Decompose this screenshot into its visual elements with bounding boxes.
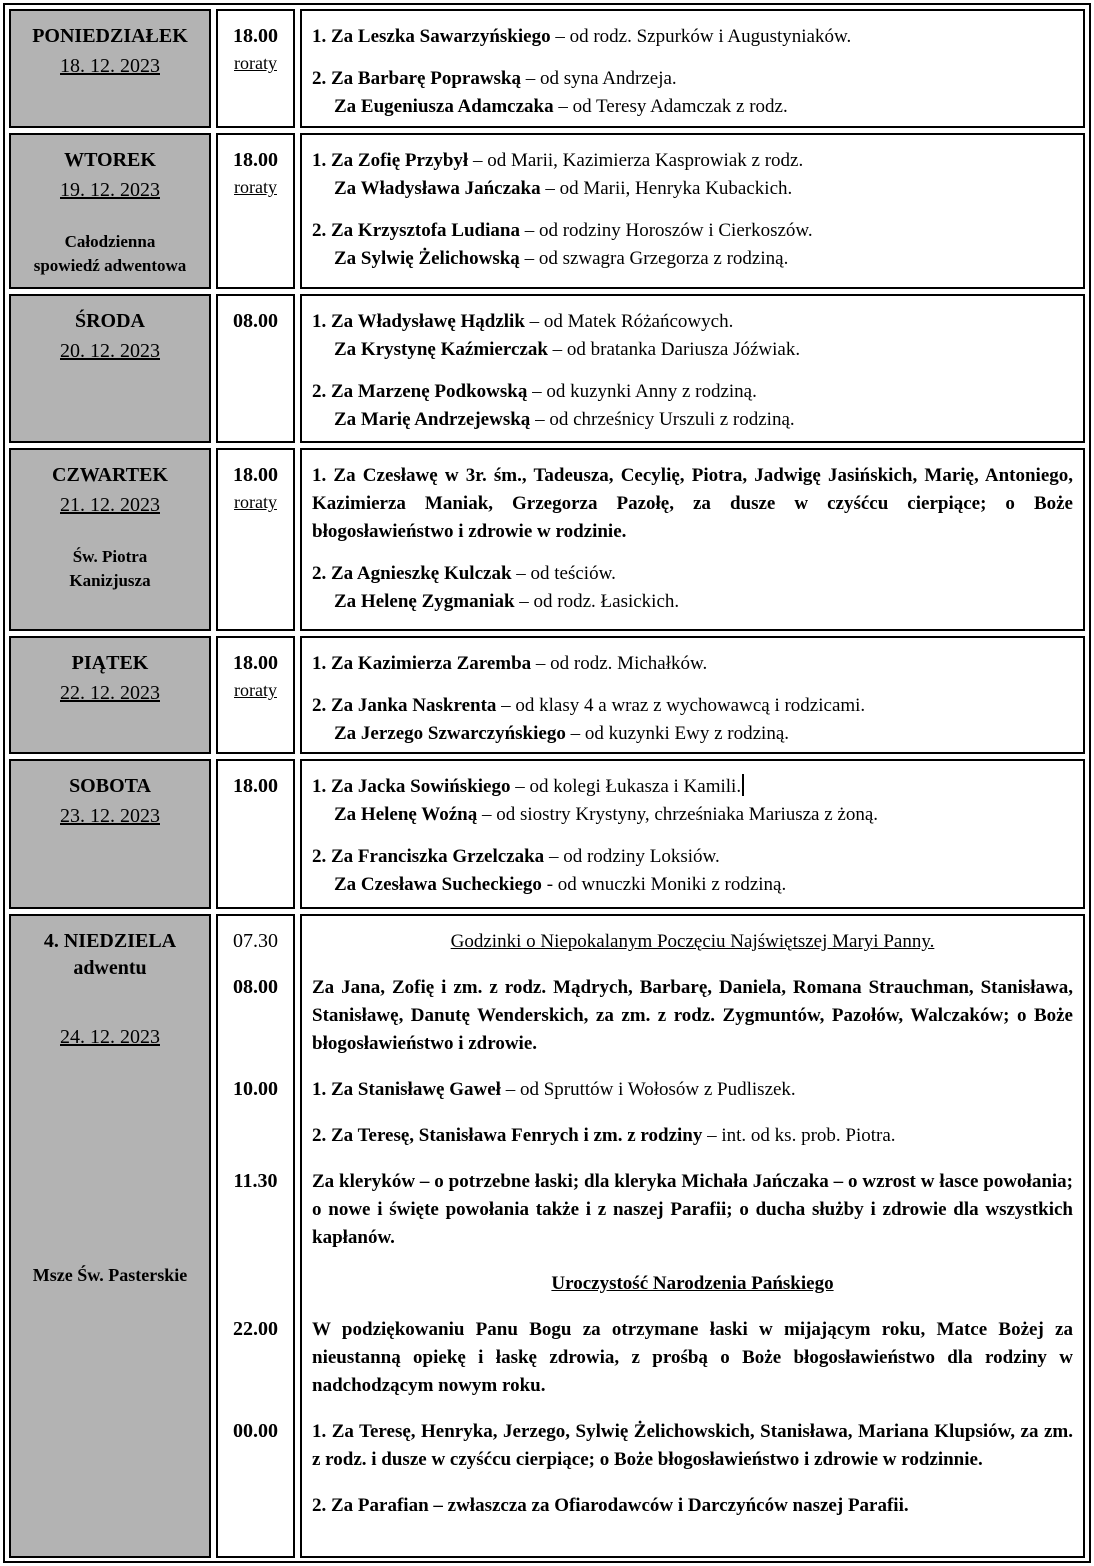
schedule-row (9, 294, 1085, 443)
intention-line (312, 336, 1073, 364)
intention-paragraph (312, 1076, 1073, 1104)
intention-person: Za Czesława Sucheckiego (334, 874, 542, 895)
time-value: 08.00 (216, 974, 295, 1076)
time-value: 07.30 (216, 914, 295, 974)
intention-person: Za Marię Andrzejewską (334, 409, 531, 430)
intention-person: Za Krystynę Kaźmierczak (334, 339, 548, 360)
intention-person: 2. Za Krzysztofa Ludiana (312, 220, 520, 241)
intention-line (312, 1122, 1073, 1150)
intention-donor: – od kuzynki Ewy z rodziną. (565, 723, 790, 744)
intention-donor: – od Marii, Kazimierza Kasprowiak z rodz. (468, 150, 804, 171)
intention-line (312, 147, 1073, 175)
intention-person: 2. Za Franciszka Grzelczaka (312, 846, 545, 867)
day-date (15, 492, 205, 519)
intention-person: Za Jerzego Szwarczyńskiego (334, 723, 566, 744)
intentions-cell (300, 636, 1085, 754)
roraty-label-text: roraty (234, 680, 277, 700)
intention-line (312, 773, 1073, 801)
time-value: 10.00 (216, 1076, 295, 1122)
intention-donor: – od kolegi Łukasza i Kamili. (510, 776, 742, 797)
intentions-entry (300, 1168, 1085, 1270)
time-value: 22.00 (216, 1316, 295, 1418)
intention-paragraph (312, 692, 1073, 748)
intention-line (312, 560, 1073, 588)
day-date (15, 1024, 205, 1051)
uroczystosc-heading (312, 1270, 1073, 1298)
intention-person: 1. Za Stanisławę Gaweł (312, 1079, 501, 1100)
intention-person: 1. Za Leszka Sawarzyńskiego (312, 26, 551, 47)
intention-line (312, 93, 1073, 121)
time-value: 18.00 (233, 25, 278, 47)
intention-donor: - od wnuczki Moniki z rodziną. (541, 874, 787, 895)
day-cell (9, 759, 211, 909)
intention-donor: – od Marii, Henryka Kubackich. (540, 178, 793, 199)
uroczystosc-heading: Uroczystość Narodzenia Pańskiego (551, 1273, 834, 1294)
intention-paragraph (312, 1122, 1073, 1150)
intention-paragraph (312, 650, 1073, 678)
roraty-label-text: roraty (234, 53, 277, 73)
intention-person: 1. Za Kazimierza Zaremba (312, 653, 532, 674)
intention-donor: – od chrześnicy Urszuli z rodziną. (530, 409, 795, 430)
intentions-entry (300, 1316, 1085, 1418)
day-title: PIĄTEK (71, 652, 149, 674)
intention-paragraph (312, 560, 1073, 616)
time-cell (216, 448, 295, 631)
intention-person: 2. Za Agnieszkę Kulczak (312, 563, 512, 584)
day-date (15, 177, 205, 204)
schedule-row (9, 133, 1085, 289)
time-cell (216, 133, 295, 289)
schedule-row (9, 448, 1085, 631)
day-note: Msze Św. Pasterskie (32, 1265, 188, 1285)
time-cell (216, 9, 295, 128)
day-cell (9, 448, 211, 631)
intention-donor: – od rodz. Łasickich. (514, 591, 680, 612)
intention-person: 1. Za Władysławę Hądzlik (312, 311, 525, 332)
time-cell-filler (216, 1538, 295, 1558)
intention-paragraph: 1. Za Czesławę w 3r. śm., Tadeusza, Cecylię, Piotra, Jadwigę Jasińskich, Marię, Antoniego, Kazimierza Maniak, Grzegorza Pazołę, za dusze w czyśćcu cierpiące; o Boże błogosławieństwo i zdrowie w rodzinie. (312, 465, 1073, 542)
day-cell (9, 133, 211, 289)
intention-person: Za Helenę Zygmaniak (334, 591, 515, 612)
roraty-label (218, 50, 293, 77)
roraty-label (218, 174, 293, 201)
intention-line (312, 588, 1073, 616)
intention-line (312, 23, 1073, 51)
intention-paragraph (312, 843, 1073, 899)
intention-line (312, 801, 1073, 829)
intention-donor: – od Teresy Adamczak z rodz. (553, 96, 788, 117)
intention-line (312, 378, 1073, 406)
time-cell (216, 759, 295, 909)
schedule-row (9, 9, 1085, 128)
intention-donor: – od rodz. Michałków. (531, 653, 708, 674)
intention-person: Za Sylwię Żelichowską (334, 248, 520, 269)
intention-line (312, 720, 1073, 748)
time-value: 08.00 (233, 310, 278, 332)
day-title: WTOREK (64, 149, 156, 171)
roraty-label-text: roraty (234, 177, 277, 197)
intention-paragraph (312, 23, 1073, 51)
intention-paragraph (312, 378, 1073, 434)
intention-person: 2. Za Janka Naskrenta (312, 695, 497, 716)
intention-paragraph (312, 65, 1073, 121)
intention-line (312, 871, 1073, 899)
intentions-cell (300, 294, 1085, 443)
intention-paragraph: 2. Za Parafian – zwłaszcza za Ofiarodawców i Darczyńców naszej Parafii. (312, 1495, 909, 1516)
day-title: 4. NIEDZIELA (43, 930, 177, 952)
day-date-text: 20. 12. 2023 (60, 340, 160, 362)
time-value: 18.00 (233, 149, 278, 171)
intention-line (312, 245, 1073, 273)
intention-person: 2. Za Teresę, Stanisława Fenrych i zm. z rodziny (312, 1125, 703, 1146)
intention-donor: – od rodziny Loksiów. (544, 846, 720, 867)
intention-paragraph: 1. Za Teresę, Henryka, Jerzego, Sylwię Żelichowskich, Stanisława, Mariana Klupsiów, za zm. z rodz. i dusze w czyśćcu cierpiące; o Boże błogosławieństwo i zdrowie w rodzinnie. (312, 1421, 1073, 1470)
intention-paragraph: W podziękowaniu Panu Bogu za otrzymane łaski w mijającym roku, Matce Bożej za nieustanną opiekę i łaskę zdrowia, z prośbą o Boże błogosławieństwo dla rodziny w nadchodzącym nowym roku. (312, 1319, 1073, 1396)
intention-person: Za Władysława Jańczaka (334, 178, 541, 199)
day-date (15, 53, 205, 80)
day-date-text: 19. 12. 2023 (60, 179, 160, 201)
intentions-cell (300, 133, 1085, 289)
intention-donor: – od Spruttów i Wołosów z Pudliszek. (500, 1079, 796, 1100)
day-date-text: 18. 12. 2023 (60, 55, 160, 77)
day-cell (9, 9, 211, 128)
day-cell (9, 636, 211, 754)
intentions-entry (300, 1270, 1085, 1316)
day-date-text: 24. 12. 2023 (60, 1026, 160, 1048)
intentions-entry (300, 1492, 1085, 1538)
intentions-cell-filler (300, 1538, 1085, 1558)
intentions-cell (300, 448, 1085, 631)
day-date (15, 680, 205, 707)
day-title: adwentu (73, 957, 147, 979)
time-value: 18.00 (233, 652, 278, 674)
time-value (216, 1270, 295, 1316)
intentions-cell (300, 759, 1085, 909)
day-title: ŚRODA (74, 310, 145, 332)
day-note: Św. Piotra (72, 547, 148, 566)
intention-donor: – od rodziny Horoszów i Cierkoszów. (519, 220, 813, 241)
intention-paragraph (312, 217, 1073, 273)
intention-paragraph: Za Jana, Zofię i zm. z rodz. Mądrych, Barbarę, Daniela, Romana Strauchman, Stanisława, Stanisławę, Danutę Wenderskich, za zm. z rodz. Zygmuntów, Pazołów, Walczaków; o Boże błogosławieństwo i zdrowie. (312, 977, 1073, 1054)
time-value: 18.00 (233, 775, 278, 797)
intention-line (312, 1076, 1073, 1104)
day-date-text: 22. 12. 2023 (60, 682, 160, 704)
day-date (15, 338, 205, 365)
intentions-entry (300, 1418, 1085, 1492)
roraty-label (218, 489, 293, 516)
intention-line (312, 217, 1073, 245)
intention-donor: – od teściów. (511, 563, 616, 584)
time-cell (216, 636, 295, 754)
intention-person: 2. Za Barbarę Poprawską (312, 68, 521, 89)
godzinki-heading (312, 928, 1073, 956)
time-value: 11.30 (216, 1168, 295, 1270)
day-note: spowiedź adwentowa (33, 256, 187, 275)
intention-donor: – od siostry Krystyny, chrześniaka Mariusza z żoną. (477, 804, 879, 825)
roraty-label-text: roraty (234, 492, 277, 512)
intention-person: Za Eugeniusza Adamczaka (334, 96, 554, 117)
schedule-table (3, 3, 1091, 1563)
intention-paragraph (312, 147, 1073, 203)
intention-donor: – od bratanka Dariusza Jóźwiak. (547, 339, 801, 360)
day-title: PONIEDZIAŁEK (32, 25, 188, 47)
intention-donor: – od szwagra Grzegorza z rodziną. (519, 248, 789, 269)
intention-line (312, 843, 1073, 871)
time-value (216, 1122, 295, 1168)
schedule-row (9, 759, 1085, 909)
intention-donor: – od kuzynki Anny z rodziną. (527, 381, 757, 402)
roraty-label (218, 677, 293, 704)
time-cell (216, 294, 295, 443)
day-note: Kanizjusza (69, 571, 151, 590)
intentions-cell (300, 9, 1085, 128)
intention-line (312, 175, 1073, 203)
time-value (216, 1492, 295, 1538)
intention-line (312, 406, 1073, 434)
day-cell (9, 914, 211, 1558)
intention-line (312, 65, 1073, 93)
intentions-entry (300, 1076, 1085, 1122)
intention-line (312, 692, 1073, 720)
intention-paragraph (312, 308, 1073, 364)
day-cell (9, 294, 211, 443)
intention-donor: – int. od ks. prob. Piotra. (702, 1125, 896, 1146)
intention-donor: – od Matek Różańcowych. (524, 311, 734, 332)
day-date-text: 21. 12. 2023 (60, 494, 160, 516)
intention-person: Za Helenę Woźną (334, 804, 478, 825)
intentions-entry (300, 974, 1085, 1076)
intention-donor: – od syna Andrzeja. (521, 68, 677, 89)
intentions-entry (300, 1122, 1085, 1168)
time-value: 00.00 (216, 1418, 295, 1492)
intention-line (312, 308, 1073, 336)
text-cursor (742, 774, 744, 796)
godzinki-heading: Godzinki o Niepokalanym Poczęciu Najświętszej Maryi Panny. (450, 931, 935, 952)
sunday-schedule-grid (216, 914, 1085, 1558)
day-date (15, 803, 205, 830)
intention-paragraph: Za kleryków – o potrzebne łaski; dla kleryka Michała Jańczaka – o wzrost w łasce powołania; o nowe i święte powołania także i z naszej Parafii; o ducha służby i zdrowie dla wszystkich kapłanów. (312, 1171, 1073, 1248)
intention-person: 1. Za Zofię Przybył (312, 150, 469, 171)
intention-person: 2. Za Marzenę Podkowską (312, 381, 528, 402)
intention-donor: – od klasy 4 a wraz z wychowawcą i rodzicami. (496, 695, 866, 716)
intention-person: 1. Za Jacka Sowińskiego (312, 776, 511, 797)
day-title: SOBOTA (69, 775, 151, 797)
day-title: CZWARTEK (52, 464, 168, 486)
day-note: Całodzienna (64, 232, 156, 251)
day-date-text: 23. 12. 2023 (60, 805, 160, 827)
intentions-entry (300, 914, 1085, 974)
intention-donor: – od rodz. Szpurków i Augustyniaków. (550, 26, 852, 47)
time-value: 18.00 (233, 464, 278, 486)
schedule-row (9, 914, 1085, 1558)
intention-paragraph (312, 773, 1073, 829)
schedule-row (9, 636, 1085, 754)
intention-line (312, 650, 1073, 678)
